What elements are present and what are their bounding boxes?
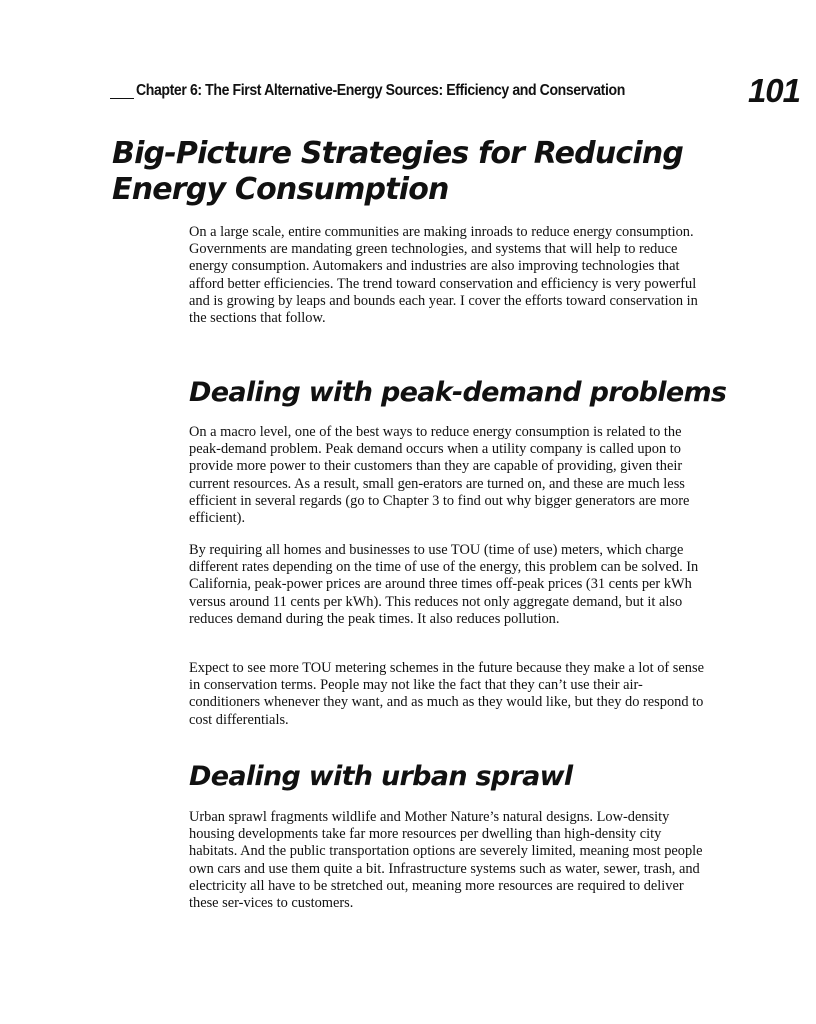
section-heading-peak-demand: Dealing with peak-demand problems	[189, 377, 727, 408]
running-head-rule	[110, 98, 134, 99]
page-number: 101	[747, 72, 800, 109]
urban-sprawl-paragraph-1: Urban sprawl fragments wildlife and Mother Nature’s natural designs. Low-density housing developments take far more resources per dwelling than high-density city habitats. And the public transportation options are severely limited, meaning most people own cars and use them quite a bit. Infrastructure systems such as water, sewer, trash, and electricity all have to be stretched out, meaning more resources are required to deliver these ser-vices to customers.	[189, 809, 703, 912]
peak-demand-paragraph-3: Expect to see more TOU metering schemes in the future because they make a lot of sense in conservation terms. People may not like the fact that they can’t use their air-conditioners whenever they want, and as much as they would like, but they do respond to cost differentials.	[189, 660, 704, 728]
main-heading-line2: Energy Consumption	[112, 172, 449, 207]
intro-paragraph: On a large scale, entire communities are making inroads to reduce energy consumption. Governments are mandating green technologies, and systems that will help to reduce energy consumption. Automakers and industries are also improving technologies that afford better efficiencies. The trend toward conservation and efficiency is very powerful and is growing by leaps and bounds each year. I cover the efforts toward conservation in the sections that follow.	[189, 224, 698, 327]
section-heading-urban-sprawl: Dealing with urban sprawl	[189, 761, 573, 792]
chapter-title: Chapter 6: The First Alternative-Energy Sources: Efficiency and Conservation	[136, 82, 625, 99]
running-head	[110, 72, 800, 110]
peak-demand-paragraph-2: By requiring all homes and businesses to use TOU (time of use) meters, which charge different rates depending on the time of use of the energy, this problem can be solved. In California, peak-power prices are around three times off-peak prices (31 cents per kWh versus around 11 cents per kWh). This reduces not only aggregate demand, but it also reduces demand during the peak times. It also reduces pollution.	[189, 542, 699, 627]
main-heading-line1: Big-Picture Strategies for Reducing	[112, 136, 684, 171]
peak-demand-paragraph-1: On a macro level, one of the best ways to reduce energy consumption is related to the peak-demand problem. Peak demand occurs when a utility company is called upon to provide more power to their customers than they are capable of providing, given their current resources. As a result, small gen-erators are turned on, and these are much less efficient in several regards (go to Chapter 3 to find out why bigger generators are more efficient).	[189, 424, 690, 527]
main-heading	[112, 136, 712, 208]
